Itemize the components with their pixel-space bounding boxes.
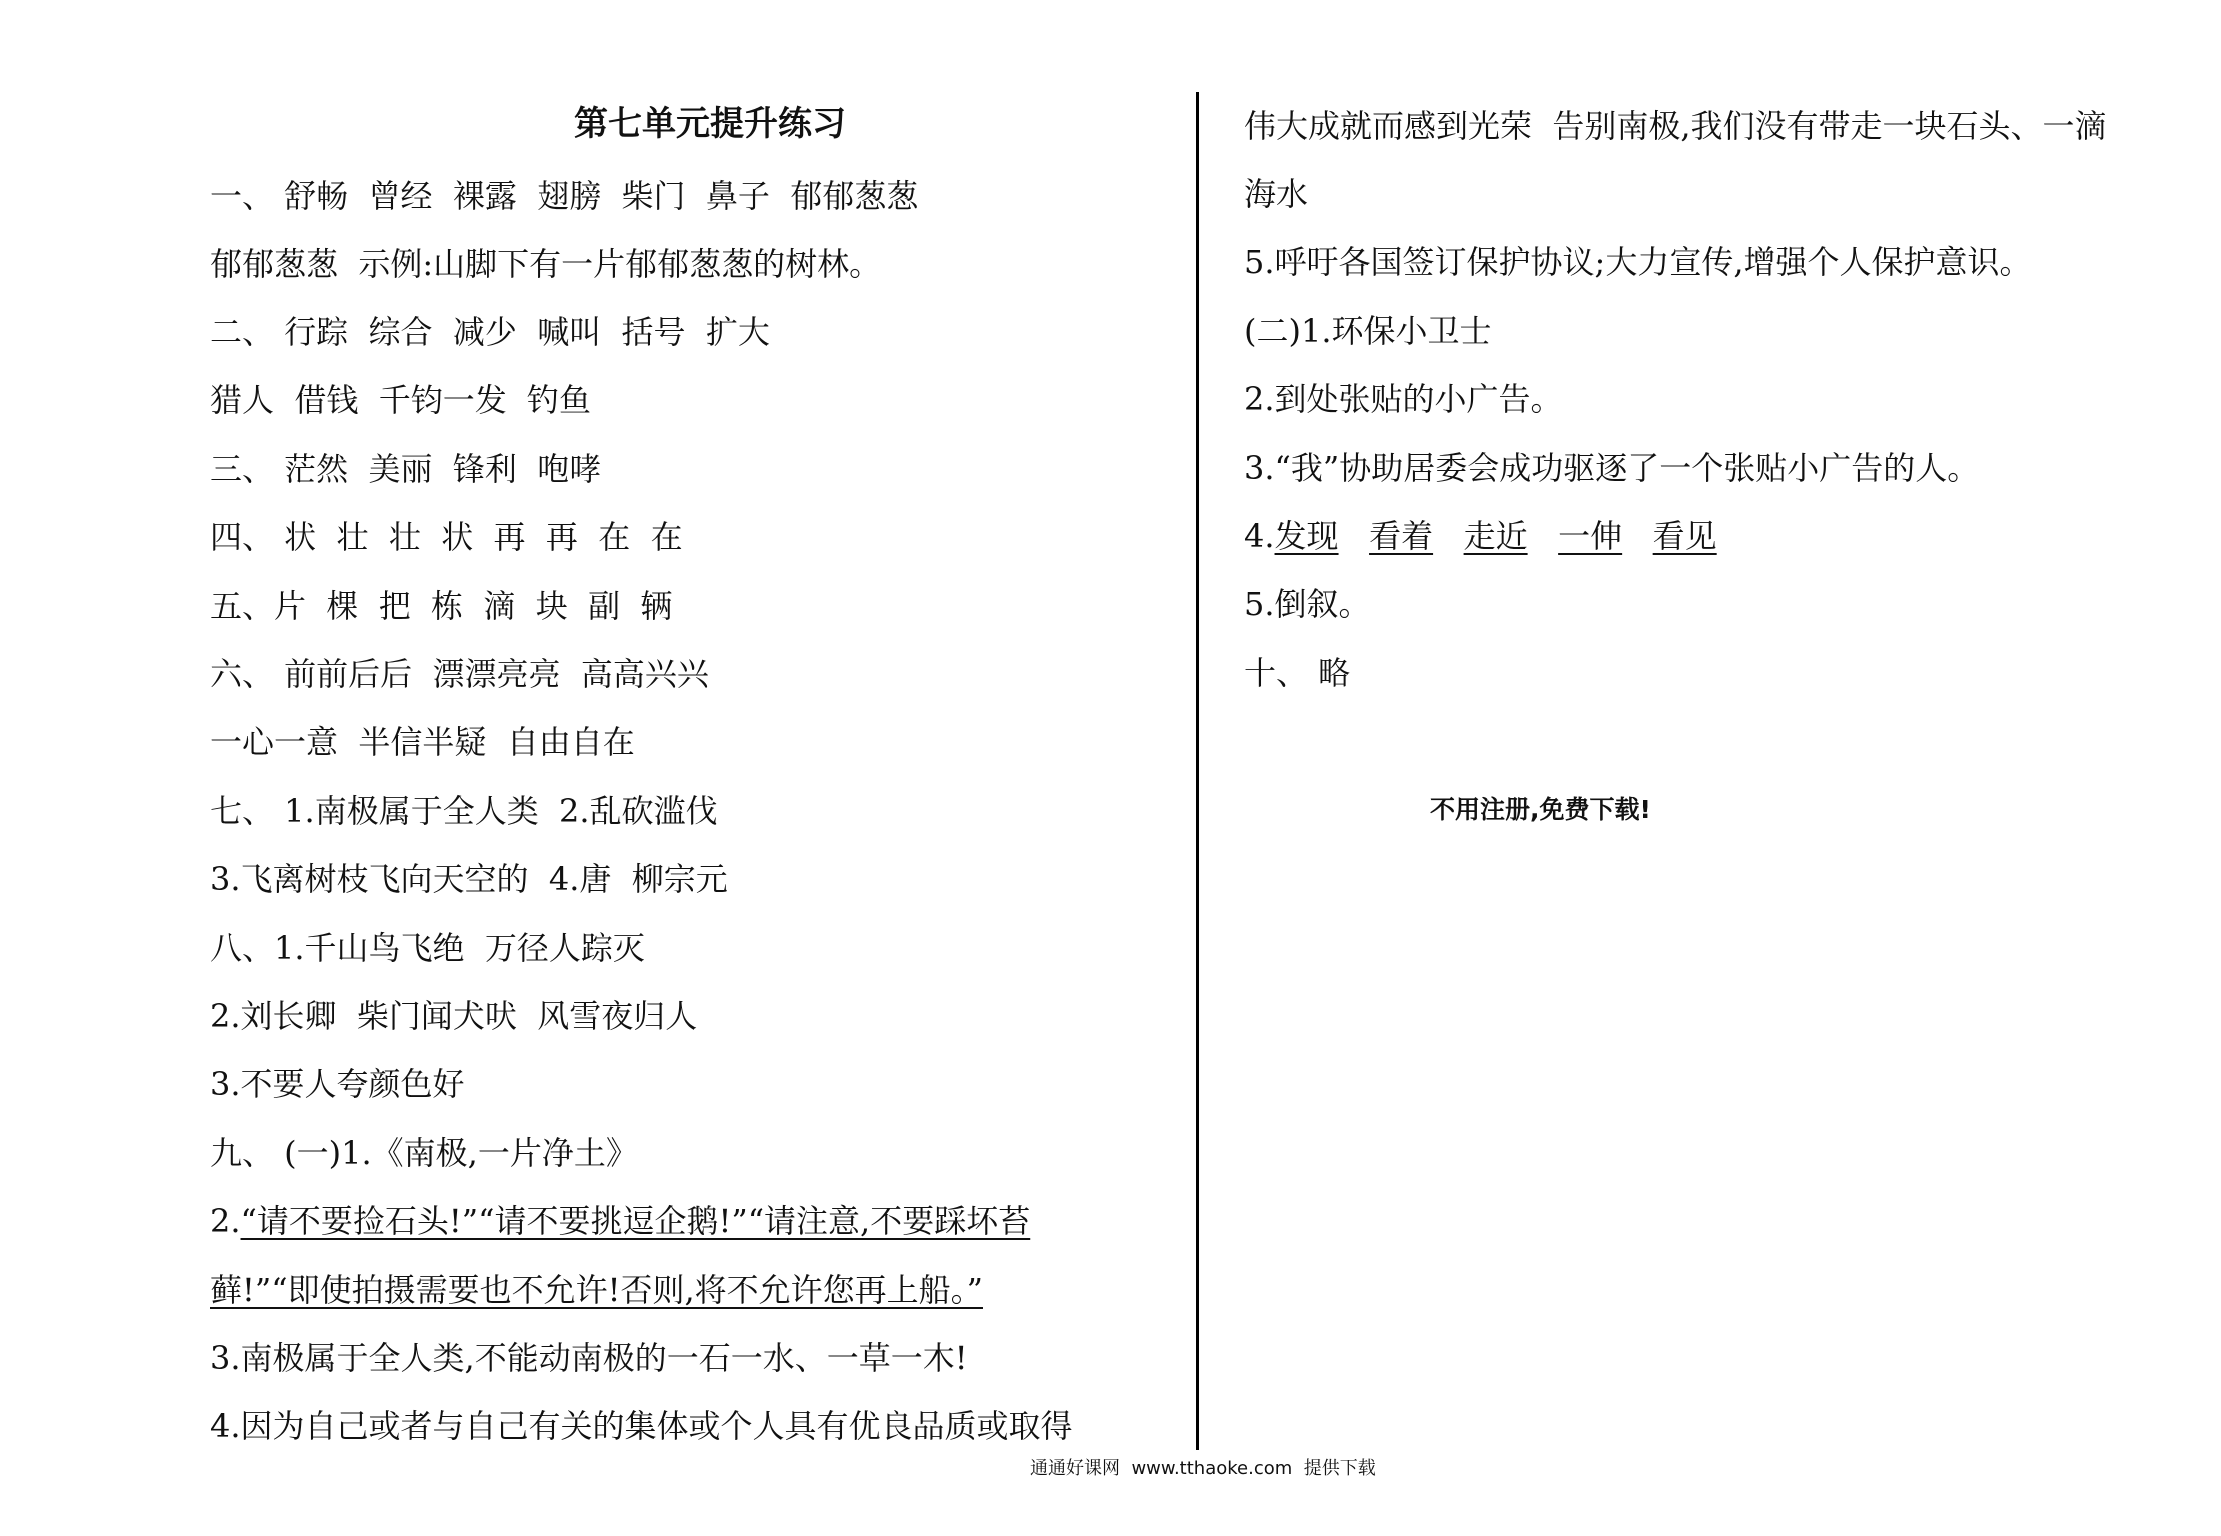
answer-line: (二)1.环保小卫士: [1244, 312, 1492, 350]
answer-line: 一心一意 半信半疑 自由自在: [210, 723, 635, 761]
answer-line: 3.“我”协助居委会成功驱逐了一个张贴小广告的人。: [1244, 449, 1980, 487]
answer-line: 3.南极属于全人类,不能动南极的一石一水、一草一木!: [210, 1339, 968, 1377]
answer-line: 郁郁葱葱 示例:山脚下有一片郁郁葱葱的树林。: [210, 245, 882, 283]
answer-line: 5.倒叙。: [1244, 585, 1371, 623]
answer-line: 2.刘长卿 柴门闻犬吠 风雪夜归人: [210, 997, 698, 1035]
column-divider: [1196, 92, 1199, 1450]
answer-line: 五、片 棵 把 栋 滴 块 副 辆: [210, 587, 673, 625]
answer-line: 伟大成就而感到光荣 告别南极,我们没有带走一块石头、一滴: [1244, 107, 2107, 145]
underlined-word: 看见: [1652, 517, 1717, 555]
answer-line: 3.不要人夸颜色好: [210, 1065, 465, 1103]
answer-line: 十、 略: [1244, 654, 1351, 692]
answer-line: 四、 状 壮 壮 状 再 再 在 在: [210, 518, 683, 556]
answer-line: 海水: [1244, 175, 1309, 213]
answer-line: 5.呼吁各国签订保护协议;大力宣传,增强个人保护意识。: [1244, 243, 2032, 281]
underlined-word: 看着: [1369, 517, 1434, 555]
answer-line: [210, 1197, 1030, 1245]
answer-line: 4.因为自己或者与自己有关的集体或个人具有优良品质或取得: [210, 1407, 1073, 1445]
answer-line: 3.飞离树枝飞向天空的 4.唐 柳宗元: [210, 860, 728, 898]
answer-line: 猎人 借钱 千钧一发 钓鱼: [210, 381, 592, 419]
item-number: 4.: [1244, 517, 1275, 555]
underlined-answer: 藓!”“即使拍摄需要也不允许!否则,将不允许您再上船。”: [210, 1271, 983, 1309]
answer-line: 八、1.千山鸟飞绝 万径人踪灭: [210, 929, 645, 967]
answer-line: 九、 (一)1.《南极,一片净土》: [210, 1134, 638, 1172]
answer-line: 六、 前前后后 漂漂亮亮 高高兴兴: [210, 655, 709, 693]
underlined-word: 一伸: [1558, 517, 1623, 555]
item-number: 2.: [210, 1202, 241, 1240]
underlined-word: 发现: [1274, 517, 1339, 555]
answer-line: 2.到处张贴的小广告。: [1244, 380, 1563, 418]
answer-line: 二、 行踪 综合 减少 喊叫 括号 扩大: [210, 313, 770, 351]
page-title: 第七单元提升练习: [574, 104, 846, 144]
underlined-word: 走近: [1463, 517, 1528, 555]
footer-credit: 通通好课网 www.tthaoke.com 提供下载: [1030, 1458, 1376, 1479]
answer-line: 三、 茫然 美丽 锋利 咆哮: [210, 450, 602, 488]
answer-line: [210, 1266, 983, 1314]
answer-line: 七、 1.南极属于全人类 2.乱砍滥伐: [210, 792, 718, 830]
promo-text: 不用注册,免费下载!: [1430, 795, 1651, 824]
answer-line: 一、 舒畅 曾经 裸露 翅膀 柴门 鼻子 郁郁葱葱: [210, 177, 919, 215]
answer-line: [1244, 512, 1717, 560]
underlined-answer: “请不要捡石头!”“请不要挑逗企鹅!”“请注意,不要踩坏苔: [240, 1202, 1031, 1240]
